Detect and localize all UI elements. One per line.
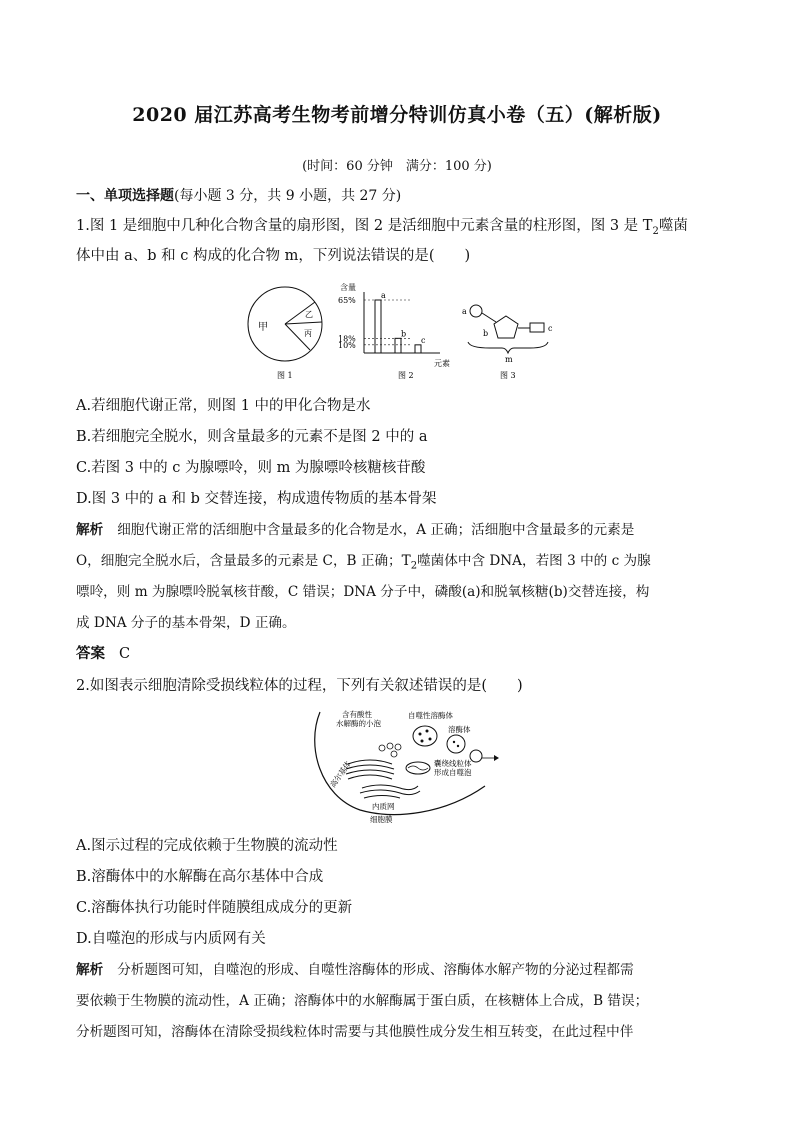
q1-answer bbox=[76, 638, 728, 670]
fig2-xlabel: 元素 bbox=[434, 359, 450, 368]
fig2-bar-label: c bbox=[421, 335, 426, 345]
label-vesicle-1: 含有酸性 bbox=[342, 710, 372, 719]
fig1-pie-chart bbox=[248, 287, 322, 380]
q2-bracket: ) bbox=[517, 678, 523, 694]
q1-stem-line2 bbox=[76, 240, 728, 272]
endoplasmic-reticulum bbox=[360, 785, 420, 798]
fig2-tick-label: 18% bbox=[338, 334, 356, 344]
fig2-tick-label: 10% bbox=[338, 340, 356, 350]
q1-option-d: D.图 3 中的 a 和 b 交替连接，构成遗传物质的基本骨架 bbox=[76, 491, 437, 507]
fig2-bar-label: a bbox=[381, 291, 386, 300]
label-lysosome: 溶酶体 bbox=[448, 725, 471, 734]
lysosome bbox=[447, 735, 465, 753]
fig3-caption: 图 3 bbox=[500, 371, 516, 380]
q1-figures bbox=[240, 280, 560, 385]
q1-option-c: C.若图 3 中的 c 为腺嘌呤，则 m 为腺嘌呤核糖核苷酸 bbox=[76, 460, 426, 476]
phosphate-circle bbox=[470, 305, 482, 317]
fig2-bar-b bbox=[395, 338, 401, 353]
section-heading bbox=[76, 180, 728, 212]
q1-analysis-line4: 成 DNA 分子的基本骨架，D 正确。 bbox=[76, 615, 296, 631]
fig3-nucleotide bbox=[462, 305, 553, 380]
acid-hydrolase-vesicles bbox=[379, 743, 401, 757]
fig3-label-a: a bbox=[462, 307, 467, 316]
fig3-label-c: c bbox=[548, 324, 553, 333]
q2-option-a: A.图示过程的完成依赖于生物膜的流动性 bbox=[76, 838, 338, 854]
q1-text: 体中由 a、b 和 c 构成的化合物 m，下列说法错误的是( bbox=[76, 248, 435, 264]
fig1-label-jia: 甲 bbox=[258, 322, 268, 333]
q1-text: 1.图 1 是细胞中几种化合物含量的扇形图，图 2 是活细胞中元素含量的柱形图，图 3 是 T bbox=[76, 218, 653, 234]
answer-value: C bbox=[119, 646, 131, 662]
q1-bracket: ) bbox=[464, 248, 471, 264]
section-note: (每小题 3 分，共 9 小题，共 27 分) bbox=[174, 188, 402, 204]
q2-figure bbox=[300, 706, 505, 824]
analysis-text: 噬菌体中含 DNA，若图 3 中的 c 为腺 bbox=[417, 553, 651, 569]
base-rectangle bbox=[530, 323, 544, 332]
label-autolysosome: 自噬性溶酶体 bbox=[408, 711, 453, 720]
fig2-bar-label: b bbox=[401, 329, 407, 339]
fig2-bar-chart bbox=[338, 282, 450, 380]
q2-stem bbox=[76, 670, 728, 702]
analysis-text: 细胞代谢正常的活细胞中含量最多的化合物是水，A 正确；活细胞中含量最多的元素是 bbox=[117, 522, 635, 538]
autolysosome bbox=[413, 726, 437, 746]
golgi-apparatus bbox=[346, 760, 394, 779]
fig2-caption: 图 2 bbox=[398, 371, 414, 380]
label-membrane: 细胞膜 bbox=[370, 815, 393, 824]
subscript: 2 bbox=[652, 225, 659, 237]
q1-option-a: A.若细胞代谢正常，则图 1 中的甲化合物是水 bbox=[76, 398, 371, 414]
analysis-text: O，细胞完全脱水后，含量最多的元素是 C，B 正确；T bbox=[76, 553, 411, 569]
label-vesicle-2: 水解酶的小泡 bbox=[336, 719, 381, 728]
analysis-text: 分析题图可知，自噬泡的形成、自噬性溶酶体的形成、溶酶体水解产物的分泌过程都需 bbox=[117, 962, 634, 978]
q2-text: 2.如图表示细胞清除受损线粒体的过程，下列有关叙述错误的是( bbox=[76, 678, 487, 694]
sugar-pentagon bbox=[494, 316, 518, 338]
q1-analysis-line1 bbox=[76, 514, 728, 546]
q2-option-b: B.溶酶体中的水解酶在高尔基体中合成 bbox=[76, 869, 324, 885]
q2-analysis-line3: 分析题图可知，溶酶体在清除受损线粒体时需要与其他膜性成分发生相互转变，在此过程中伴 bbox=[76, 1024, 634, 1040]
secretory-vesicle bbox=[470, 750, 482, 762]
q2-option-d: D.自噬泡的形成与内质网有关 bbox=[76, 931, 266, 947]
q2-option-c: C.溶酶体执行功能时伴随膜组成成分的更新 bbox=[76, 900, 353, 916]
page-title: 2020 届江苏高考生物考前增分特训仿真小卷（五）(解析版) bbox=[132, 104, 662, 126]
answer-label: 答案 bbox=[76, 645, 105, 662]
analysis-label: 解析 bbox=[76, 962, 104, 978]
brace bbox=[468, 342, 548, 353]
analysis-label: 解析 bbox=[76, 522, 104, 538]
fig3-label-m: m bbox=[505, 355, 513, 364]
label-er: 内质网 bbox=[372, 802, 395, 811]
q1-text: 噬菌 bbox=[658, 218, 688, 234]
fig2-ylabel: 含量 bbox=[340, 283, 356, 292]
fig1-label-bing: 丙 bbox=[304, 329, 312, 338]
fig2-tick-label: 65% bbox=[338, 296, 356, 305]
q2-analysis-line1 bbox=[76, 954, 728, 986]
fig1-label-yi: 乙 bbox=[305, 310, 313, 319]
exam-info: (时间：60 分钟 满分：100 分) bbox=[302, 159, 492, 174]
fig3-label-b: b bbox=[483, 329, 489, 338]
fig2-bar-c bbox=[415, 345, 421, 353]
label-mito-1: 囊绕线粒体 bbox=[434, 759, 472, 768]
label-mito-2: 形成自噬泡 bbox=[434, 768, 472, 777]
section-title: 一、单项选择题 bbox=[76, 188, 174, 204]
fig1-caption: 图 1 bbox=[277, 371, 293, 380]
label-golgi: 高尔基体 bbox=[328, 759, 353, 790]
subscript: 2 bbox=[410, 560, 418, 572]
q1-analysis-line3: 嘌呤，则 m 为腺嘌呤脱氧核苷酸，C 错误；DNA 分子中，磷酸(a)和脱氧核糖(b)交替连接，构 bbox=[76, 584, 650, 600]
q2-analysis-line2: 要依赖于生物膜的流动性，A 正确；溶酶体中的水解酶属于蛋白质，在核糖体上合成，B 错误； bbox=[76, 993, 649, 1009]
q1-option-b: B.若细胞完全脱水，则含量最多的元素不是图 2 中的 a bbox=[76, 429, 428, 445]
